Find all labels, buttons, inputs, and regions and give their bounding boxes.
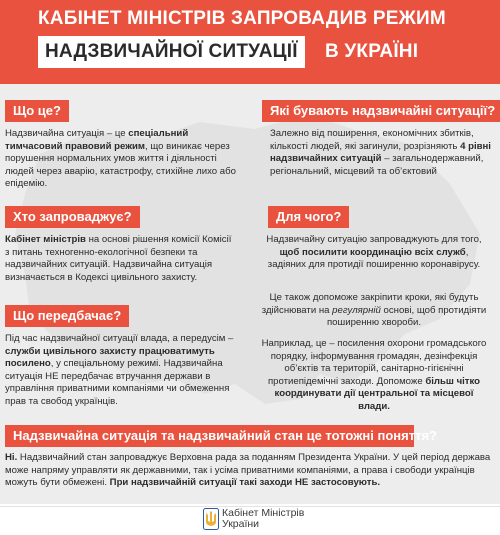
section-text-why-p2: Це також допоможе закріпити кроки, які будуть здійснювати на регулярній основі, щоб протидіяти поширенню хвороби. (261, 292, 487, 329)
footer-line2: України (222, 518, 260, 530)
page-title-highlight: НАДЗВИЧАЙНОЇ СИТУАЦІЇ (38, 36, 305, 68)
footer-org-name (222, 508, 304, 530)
trident-icon (203, 508, 219, 530)
section-text-who: Кабінет міністрів на основі рішення комісії Комісії з питань техногенно-екологічної безпеки та надзвичайних ситуацій. Надзвичайна ситуація визначається в Кодексі цивільного захисту. (5, 234, 232, 283)
section-text-types: Залежно від поширення, економічних збитків, кількості людей, які загинули, розрізняють 4 рівні надзвичайних ситуацій – загальнодержавний, регіональний, місцевий та об’єктовий (270, 128, 491, 177)
footer-line1: Кабінет Міністрів (222, 507, 305, 519)
section-text-why-p1: Надзвичайну ситуацію запроваджують для того, щоб посилити координацію всіх служб, задіяних для протидії поширенню коронавірусу. (266, 234, 482, 271)
section-heading-types: Які бувають надзвичайні ситуації? (262, 100, 500, 122)
section-heading-what: Що це? (5, 100, 69, 122)
section-text-why-p3: Наприклад, це – посилення охорони громадського порядку, інформування громадян, дезінфекція об’єктів та територій, санітарно-гігієнічні протиепідемічні заходи. Допоможе більш чітко координувати дії центральної та місцевої влади. (261, 338, 487, 412)
page-title-line1: КАБІНЕТ МІНІСТРІВ ЗАПРОВАДИВ РЕЖИМ (38, 8, 446, 29)
section-heading-same: Надзвичайна ситуація та надзвичайний стан це тотожні поняття? (5, 425, 414, 447)
section-text-expects: Під час надзвичайної ситуації влада, а передусім – служби цивільного захисту працюватимуть посилено, у спеціальному режимі. Надзвичайна ситуація НЕ передбачає втручання держави в управління приватними компаніями чи обмеження прав та свобод українців. (5, 333, 234, 407)
header-banner (0, 0, 500, 84)
section-text-same: Ні. Надзвичайний стан запроваджує Верховна рада за поданням Президента України. У цей період держава може напряму управляти як державними, так і усіма приватними компаніями, а права і свободи українців можуть бути обмежені. При надзвичайній ситуації такі заходи НЕ застосовують. (5, 452, 491, 489)
section-text-what: Надзвичайна ситуація – це спеціальний тимчасовий правовий режим, що виникає через порушення нормальних умов життя і діяльності людей через аварію, катастрофу, стихійне лихо або епідемію. (5, 128, 236, 190)
page-title-line2-rest: В УКРАЇНІ (325, 41, 419, 62)
section-heading-expects: Що передбачає? (5, 305, 129, 327)
section-heading-why: Для чого? (268, 206, 349, 228)
section-heading-who: Хто запроваджує? (5, 206, 140, 228)
